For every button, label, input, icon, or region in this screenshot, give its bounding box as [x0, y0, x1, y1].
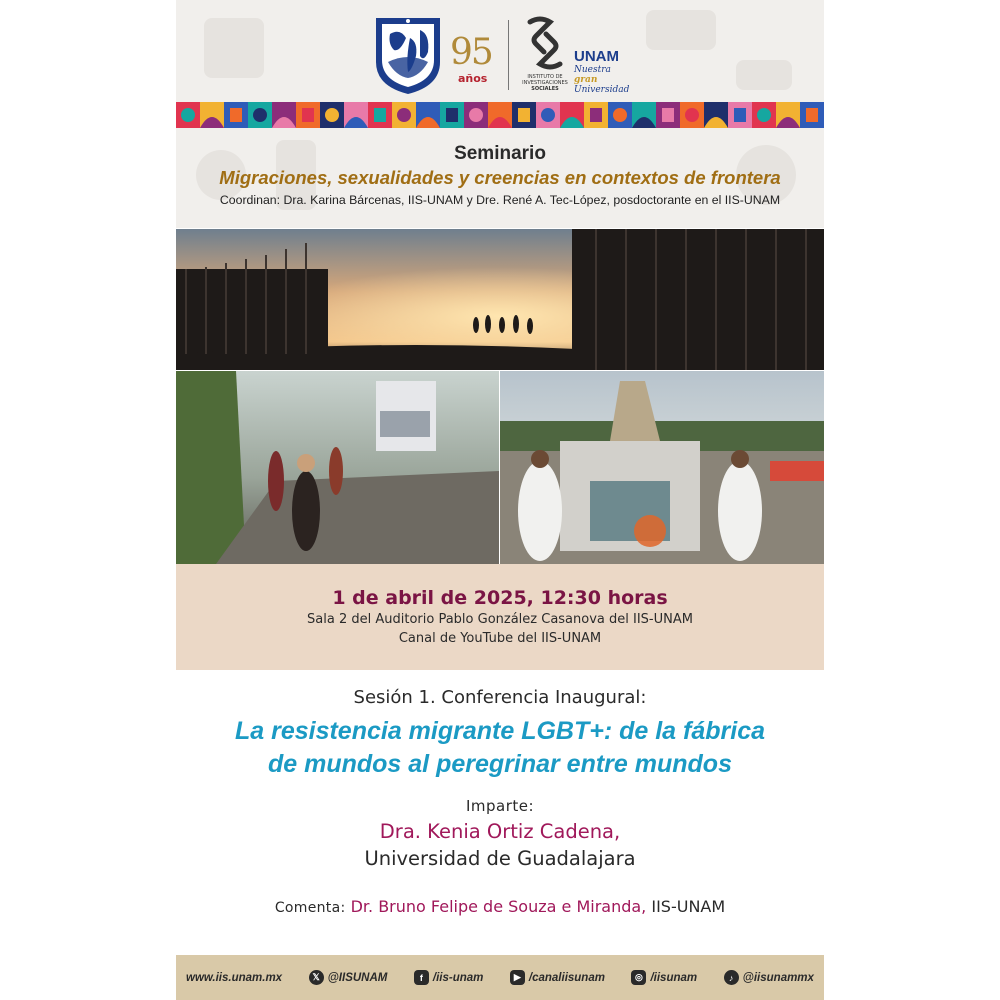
facebook-icon: f: [414, 970, 429, 985]
migrants-road-photo: [176, 371, 499, 564]
event-details-panel: [176, 564, 824, 670]
session-block: [176, 686, 824, 919]
iis-mark-icon: [514, 14, 576, 72]
speaker-institution: Universidad de Guadalajara: [364, 847, 636, 870]
x-icon: 𝕏: [309, 970, 324, 985]
instagram-icon: ◎: [631, 970, 646, 985]
comenta-label: Comenta:: [274, 900, 346, 916]
seminar-heading: Seminario: [454, 143, 546, 164]
event-stream: Canal de YouTube del IIS-UNAM: [398, 631, 602, 646]
logo-divider: [508, 20, 509, 90]
logo-row: [176, 8, 824, 98]
commentator-line: [176, 896, 824, 919]
95-anos-logo: 95 años: [450, 32, 492, 85]
tiktok-icon: ♪: [724, 970, 739, 985]
unam-slogan-logo: UNAM Nuestra gran Universidad: [574, 48, 630, 95]
iis-logo: [514, 14, 576, 98]
seminar-title: Migraciones, sexualidades y creencias en contextos de frontera: [219, 167, 781, 188]
pilgrimage-truck-photo: [500, 371, 824, 564]
iis-caption: INSTITUTO DE INVESTIGACIONES SOCIALES: [522, 74, 568, 92]
event-date: 1 de abril de 2025, 12:30 horas: [332, 587, 668, 609]
commentator-institution: IIS-UNAM: [651, 897, 726, 916]
imparte-label: Imparte:: [465, 797, 535, 815]
session-label: Sesión 1. Conferencia Inaugural:: [353, 687, 647, 708]
seminar-coordinators: Coordinan: Dra. Karina Bárcenas, IIS-UNAM y Dre. René A. Tec-López, posdoctorante en el IIS-UNAM: [219, 193, 781, 207]
x-link[interactable]: 𝕏 @IISUNAM: [309, 970, 388, 985]
commentator-name: Dr. Bruno Felipe de Souza e Miranda,: [350, 897, 647, 916]
tiktok-link[interactable]: ♪ @iisunammx: [724, 970, 814, 985]
website-link[interactable]: www.iis.unam.mx: [186, 971, 283, 984]
speaker-name: Dra. Kenia Ortiz Cadena,: [379, 820, 621, 843]
seminar-title-block: [176, 142, 824, 210]
facebook-link[interactable]: f /iis-unam: [414, 970, 483, 985]
event-venue: Sala 2 del Auditorio Pablo González Casanova del IIS-UNAM: [307, 612, 693, 627]
border-wall-photo: [176, 229, 824, 370]
poster: [176, 0, 824, 1000]
instagram-link[interactable]: ◎ /iisunam: [631, 970, 697, 985]
youtube-link[interactable]: ▶ /canaliisunam: [510, 970, 605, 985]
decorative-pattern-band: [176, 102, 824, 128]
youtube-icon: ▶: [510, 970, 525, 985]
unam-crest-logo: [370, 12, 446, 96]
talk-title: La resistencia migrante LGBT+: de la fábrica de mundos al peregrinar entre mundos: [234, 717, 766, 778]
footer: [176, 955, 824, 1000]
